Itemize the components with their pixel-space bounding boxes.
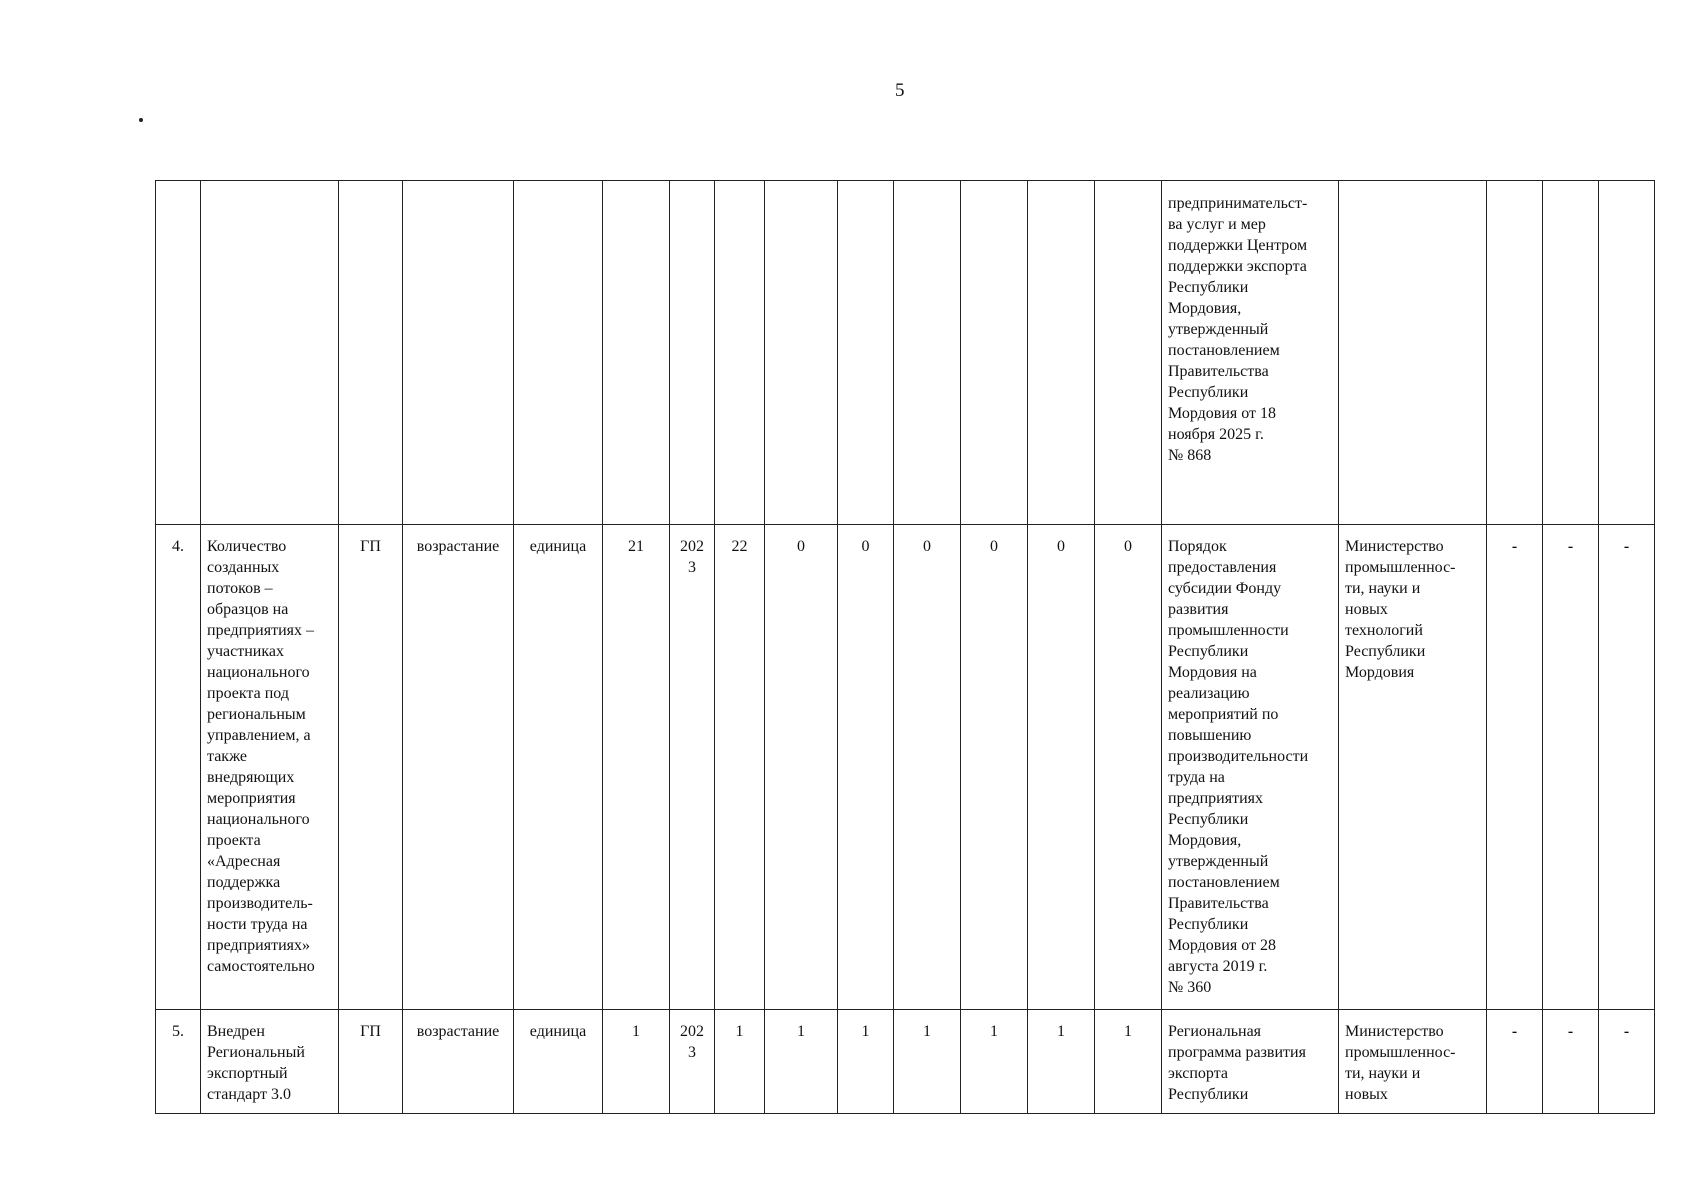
- cell-base-value: 1: [603, 1010, 670, 1114]
- cell-extra: -: [1487, 525, 1543, 1010]
- cell-base-value: 21: [603, 525, 670, 1010]
- cell-value: 0: [961, 525, 1028, 1010]
- cell-base-value: [603, 181, 670, 525]
- cell-value: [715, 181, 765, 525]
- table-row-continuation: [156, 181, 1655, 525]
- cell-value: 1: [961, 1010, 1028, 1114]
- cell-responsible: [1339, 181, 1487, 525]
- cell-value: [894, 181, 961, 525]
- cell-responsible: Министерство промышленнос- ти, науки и новых технологий Республики Мордовия: [1339, 525, 1487, 1010]
- cell-extra: [1487, 181, 1543, 525]
- cell-num: 4.: [156, 525, 201, 1010]
- indicators-table: [155, 180, 1655, 1114]
- cell-value: 1: [715, 1010, 765, 1114]
- cell-value: [838, 181, 894, 525]
- cell-value: 0: [1095, 525, 1162, 1010]
- cell-level: ГП: [339, 525, 403, 1010]
- cell-value: 1: [1095, 1010, 1162, 1114]
- cell-extra: [1599, 181, 1655, 525]
- cell-trend: [403, 181, 514, 525]
- cell-num: [156, 181, 201, 525]
- cell-trend: возрастание: [403, 525, 514, 1010]
- cell-value: 1: [894, 1010, 961, 1114]
- cell-name: Количество созданных потоков – образцов на предприятиях – участниках национального проекта под региональным управлением, а также внедряющих мероприятия национального проекта «Адресная поддержка производитель- ности труда на предприятиях» самостоятельно: [201, 525, 339, 1010]
- cell-extra: -: [1599, 1010, 1655, 1114]
- cell-name: Внедрен Региональный экспортный стандарт 3.0: [201, 1010, 339, 1114]
- cell-value: 0: [765, 525, 838, 1010]
- cell-value: 0: [1028, 525, 1095, 1010]
- cell-extra: -: [1543, 1010, 1599, 1114]
- scan-dot: [139, 118, 143, 122]
- cell-responsible: Министерство промышленнос- ти, науки и новых: [1339, 1010, 1487, 1114]
- cell-value: 1: [838, 1010, 894, 1114]
- cell-value: 0: [838, 525, 894, 1010]
- cell-value: 22: [715, 525, 765, 1010]
- table-row: [156, 1010, 1655, 1114]
- cell-unit: единица: [514, 525, 603, 1010]
- cell-value: 1: [765, 1010, 838, 1114]
- cell-extra: -: [1543, 525, 1599, 1010]
- cell-level: ГП: [339, 1010, 403, 1114]
- cell-unit: [514, 181, 603, 525]
- table-row: [156, 525, 1655, 1010]
- cell-extra: [1543, 181, 1599, 525]
- page-number: 5: [895, 80, 905, 101]
- cell-base-year: 202 3: [670, 525, 715, 1010]
- cell-trend: возрастание: [403, 1010, 514, 1114]
- cell-value: [961, 181, 1028, 525]
- cell-num: 5.: [156, 1010, 201, 1114]
- cell-level: [339, 181, 403, 525]
- cell-base-year: 202 3: [670, 1010, 715, 1114]
- cell-value: 0: [894, 525, 961, 1010]
- cell-value: [765, 181, 838, 525]
- cell-base-year: [670, 181, 715, 525]
- cell-legal-basis: Порядок предоставления субсидии Фонду развития промышленности Республики Мордовия на реализацию мероприятий по повышению производительности труда на предприятиях Республики Мордовия, утвержденный постановлением Правительства Республики Мордовия от 28 августа 2019 г. № 360: [1162, 525, 1339, 1010]
- cell-legal-basis: предпринимательст- ва услуг и мер поддержки Центром поддержки экспорта Республики Мордовия, утвержденный постановлением Правительства Республики Мордовия от 18 ноября 2025 г. № 868: [1162, 181, 1339, 525]
- cell-legal-basis: Региональная программа развития экспорта Республики: [1162, 1010, 1339, 1114]
- cell-name: [201, 181, 339, 525]
- cell-value: 1: [1028, 1010, 1095, 1114]
- cell-value: [1028, 181, 1095, 525]
- cell-value: [1095, 181, 1162, 525]
- cell-extra: -: [1599, 525, 1655, 1010]
- cell-extra: -: [1487, 1010, 1543, 1114]
- cell-unit: единица: [514, 1010, 603, 1114]
